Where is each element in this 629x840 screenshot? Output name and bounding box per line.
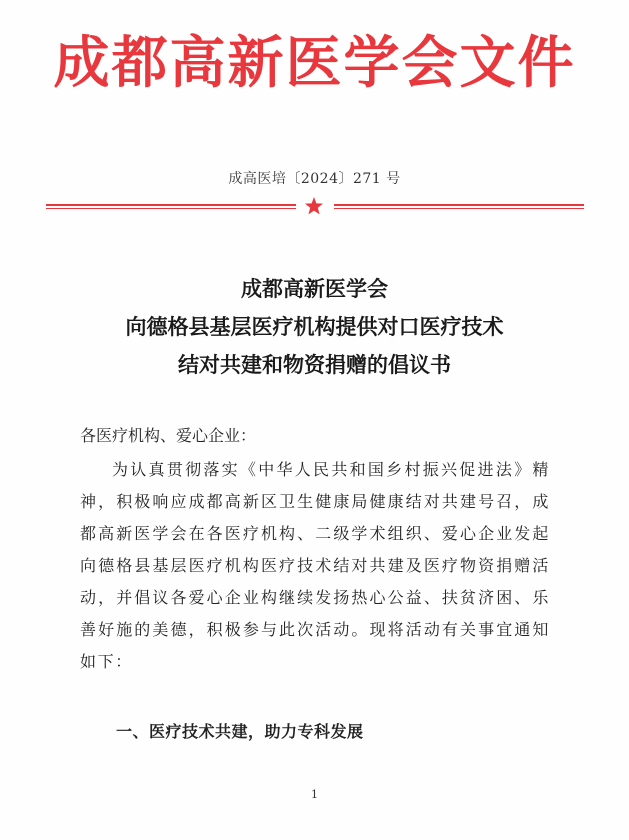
star-icon: [304, 196, 324, 216]
section-heading: 一、医疗技术共建，助力专科发展: [116, 722, 364, 741]
salutation: 各医疗机构、爱心企业：: [80, 426, 257, 445]
title-line-3: 结对共建和物资捐赠的倡议书: [178, 352, 451, 377]
page-number: 1: [311, 788, 318, 801]
red-divider: [46, 200, 584, 214]
divider-line-right-thin: [334, 208, 584, 209]
divider-line-right: [334, 204, 584, 206]
body-paragraph: 为认真贯彻落实《中华人民共和国乡村振兴促进法》精神，积极响应成都高新区卫生健康局健康结对共建号召，成都高新医学会在各医疗机构、二级学术组织、爱心企业发起向德格县基层医疗机构医疗技术结对共建及医疗物资捐赠活动，并倡议各爱心企业构继续发扬热心公益、扶贫济困、乐善好施的美德，积极参与此次活动。现将活动有关事宜通知如下：: [80, 460, 550, 671]
document-title: [0, 270, 629, 384]
divider-line-left-thin: [46, 208, 296, 209]
divider-line-left: [46, 204, 296, 206]
document-number: 成高医培〔2024〕271 号: [228, 171, 401, 187]
title-line-1: 成都高新医学会: [241, 276, 388, 301]
title-line-2: 向德格县基层医疗机构提供对口医疗技术: [125, 314, 504, 339]
masthead-title: 成都高新医学会文件: [53, 30, 576, 96]
